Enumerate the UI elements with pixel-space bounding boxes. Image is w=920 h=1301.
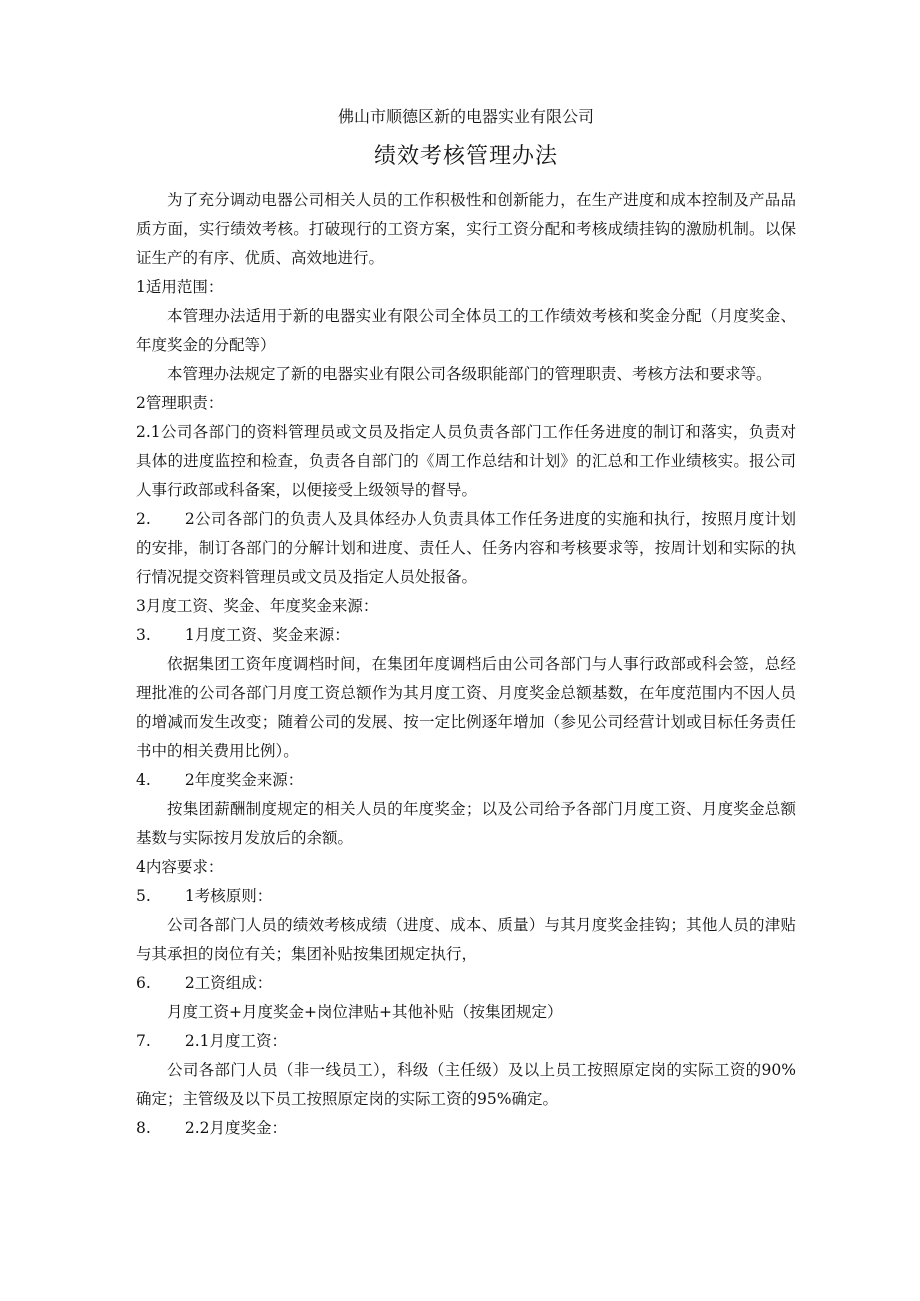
- document-page: [136, 104, 796, 1143]
- section-4-2-heading: [136, 969, 796, 998]
- company-name: 佛山市顺德区新的电器实业有限公司: [337, 107, 594, 126]
- section-1-heading: 1适用范围：: [136, 278, 224, 296]
- section-4-2-1-text: 2.1月度工资：: [184, 1032, 288, 1050]
- section-2-heading: 2管理职责：: [136, 394, 224, 412]
- section-1-paragraph-2: 本管理办法规定了新的电器实业有限公司各级职能部门的管理职责、考核方法和要求等。: [167, 365, 772, 383]
- section-2-2-number: 2.: [136, 510, 151, 528]
- section-2-paragraph-1: 2.1公司各部门的资料管理员或文员及指定人员负责各部门工作任务进度的制订和落实，负责对具体的进度监控和检查，负责各自部门的《周工作总结和计划》的汇总和工作业绩核实。报公司人事行政部或科备案，以便接受上级领导的督导。: [136, 423, 796, 499]
- section-4-2-1-heading: [136, 1027, 796, 1056]
- section-3-heading: 3月度工资、奖金、年度奖金来源：: [136, 597, 379, 615]
- section-4-2-1-paragraph: 公司各部门人员（非一线员工），科级（主任级）及以上员工按照原定岗的实际工资的90%确定；主管级及以下员工按照原定岗的实际工资的95%确定。: [136, 1061, 796, 1108]
- section-3-1-number: 3.: [136, 626, 151, 644]
- section-4-2-text: 2工资组成：: [184, 974, 273, 992]
- section-3-1-text: 1月度工资、奖金来源：: [184, 626, 350, 644]
- section-3-2-number: 4.: [136, 771, 151, 789]
- section-4-1-paragraph: 公司各部门人员的绩效考核成绩（进度、成本、质量）与其月度奖金挂钩；其他人员的津贴与其承担的岗位有关；集团补贴按集团规定执行，: [136, 916, 796, 963]
- document-title: 绩效考核管理办法: [373, 144, 558, 169]
- section-4-2-paragraph: 月度工资+月度奖金+岗位津贴+其他补贴（按集团规定）: [167, 1003, 563, 1021]
- section-3-2-text: 2年度奖金来源：: [184, 771, 304, 789]
- section-3-2-heading: [136, 766, 796, 795]
- section-4-2-number: 6.: [136, 974, 151, 992]
- section-4-1-text: 1考核原则：: [184, 887, 273, 905]
- section-4-2-2-number: 8.: [136, 1119, 151, 1137]
- section-3-2-paragraph: 按集团薪酬制度规定的相关人员的年度奖金；以及公司给予各部门月度工资、月度奖金总额基数与实际按月发放后的余额。: [136, 800, 796, 847]
- section-3-1-heading: [136, 621, 796, 650]
- section-2-2-text: 2公司各部门的负责人及具体经办人负责具体工作任务进度的实施和执行，按照月度计划的安排，制订各部门的分解计划和进度、责任人、任务内容和考核要求等，按周计划和实际的执行情况提交资料管理员或文员及指定人员处报备。: [136, 510, 796, 586]
- section-4-2-2-heading: [136, 1114, 796, 1143]
- section-4-2-2-text: 2.2月度奖金：: [184, 1119, 288, 1137]
- section-2-paragraph-2: [136, 505, 796, 592]
- section-4-1-number: 5.: [136, 887, 151, 905]
- intro-paragraph: 为了充分调动电器公司相关人员的工作积极性和创新能力，在生产进度和成本控制及产品品质方面，实行绩效考核。打破现行的工资方案，实行工资分配和考核成绩挂钩的激励机制。以保证生产的有序、优质、高效地进行。: [136, 191, 796, 267]
- section-4-2-1-number: 7.: [136, 1032, 151, 1050]
- section-4-1-heading: [136, 882, 796, 911]
- section-3-1-paragraph: 依据集团工资年度调档时间，在集团年度调档后由公司各部门与人事行政部或科会签，总经理批准的公司各部门月度工资总额作为其月度工资、月度奖金总额基数，在年度范围内不因人员的增减而发生改变；随着公司的发展、按一定比例逐年增加（参见公司经营计划或目标任务责任书中的相关费用比例）。: [136, 655, 796, 760]
- section-4-heading: 4内容要求：: [136, 858, 224, 876]
- section-1-paragraph-1: 本管理办法适用于新的电器实业有限公司全体员工的工作绩效考核和奖金分配（月度奖金、年度奖金的分配等）: [136, 307, 796, 354]
